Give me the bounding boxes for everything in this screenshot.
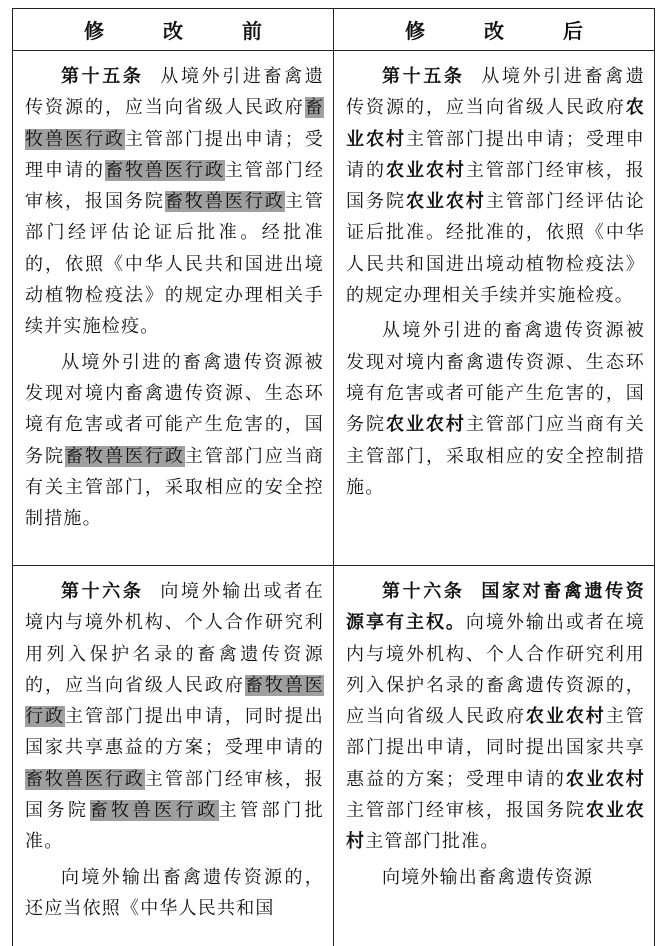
article-16-before-para-2 [25, 862, 324, 925]
body-text: 主管部门经审核，报国务院 [25, 159, 325, 213]
article-16-before-para-1 [25, 576, 324, 858]
body-text: 向境外输出或者在境内与境外机构、个人合作研究利用列入保护名录的畜禽遗传资源的，应当向省级人民政府 [346, 612, 645, 728]
revised-term: 农业农村 [346, 800, 645, 853]
body-text: 向境外输出或者在境内与境外机构、个人合作研究利用列入保护名录的畜禽遗传资源的，应当向省级人民政府 [25, 581, 324, 696]
article-number: 第十五条 [382, 66, 465, 87]
body-text: 主管部门提出申请；受理申请的 [25, 128, 325, 181]
article-16-row [13, 566, 655, 946]
body-text: 向境外输出畜禽遗传资源 [382, 866, 594, 888]
body-text: 主管部门经评估论证后批准。经批准的，依照《中华人民共和国进出境动植物检疫法》的规定办理相关手续并实施检疫。 [346, 191, 645, 307]
body-text: 主管部门批准。 [25, 800, 325, 853]
body-text: 主管部门应当商有关主管部门，采取相应的安全控制措施。 [25, 445, 325, 530]
highlighted-term: 畜牧兽医行政 [89, 800, 219, 822]
highlighted-term: 畜牧兽医行政 [64, 445, 185, 467]
sovereignty-sentence: 国家对畜禽遗传资源享有主权。 [346, 581, 645, 634]
article-number: 第十五条 [61, 66, 144, 87]
body-text: 主管部门经审核，报国务院 [25, 768, 324, 822]
article-16-before-cell [13, 566, 334, 946]
body-text: 主管部门经审核，报国务院 [346, 800, 586, 822]
article-15-after-cell [334, 51, 655, 566]
revised-term: 农业农村 [525, 706, 606, 728]
header-after: 修 改 后 [334, 9, 655, 51]
comparison-table [12, 8, 655, 946]
highlighted-term: 畜牧兽医行政 [104, 159, 225, 181]
highlighted-term: 畜牧兽医行政 [25, 97, 324, 150]
body-text: 主管部门应当商有关主管部门，采取相应的安全控制措施。 [346, 414, 645, 498]
body-text: 从境外引进畜禽遗传资源的，应当向省级人民政府 [25, 66, 324, 119]
revised-term: 农业农村 [385, 159, 466, 181]
article-15-before-para-1 [25, 61, 324, 343]
body-text: 主管部门提出申请，同时提出国家共享惠益的方案；受理申请的 [346, 706, 645, 790]
article-15-after-para-2 [346, 315, 645, 503]
revised-term: 农业农村 [565, 768, 645, 790]
article-16-after-cell [334, 566, 655, 946]
article-15-row [13, 51, 655, 566]
revised-term: 农业农村 [346, 97, 645, 150]
article-15-after-para-1 [346, 61, 645, 311]
body-text: 主管部门提出申请，同时提出国家共享惠益的方案；受理申请的 [25, 706, 324, 759]
header-row [13, 9, 655, 51]
highlighted-term: 畜牧兽医行政 [25, 768, 145, 790]
article-number: 第十六条 [382, 581, 465, 602]
body-text: 主管部门批准。 [365, 831, 500, 853]
revised-term: 农业农村 [385, 414, 466, 436]
article-16-after-para-2 [346, 862, 645, 893]
body-text: 从境外引进的畜禽遗传资源被发现对境内畜禽遗传资源、生态环境有危害或者可能产生危害的，国务院 [346, 320, 645, 436]
body-text: 主管部门经审核，报国务院 [346, 159, 645, 213]
highlighted-term: 畜牧兽医行政 [25, 674, 324, 728]
article-16-after-para-1 [346, 576, 645, 858]
header-before: 修 改 前 [13, 9, 334, 51]
body-text: 主管部门提出申请；受理申请的 [346, 128, 645, 181]
highlighted-term: 畜牧兽医行政 [164, 191, 285, 213]
article-15-before-para-2 [25, 347, 324, 535]
article-15-before-cell [13, 51, 334, 566]
body-text: 从境外引进的畜禽遗传资源被发现对境内畜禽遗传资源、生态环境有危害或者可能产生危害的，国务院 [25, 351, 324, 467]
body-text: 向境外输出畜禽遗传资源的，还应当依照《中华人民共和国 [25, 866, 324, 919]
body-text: 从境外引进畜禽遗传资源的，应当向省级人民政府 [346, 66, 645, 119]
article-number: 第十六条 [61, 581, 144, 602]
body-text: 主管部门经评估论证后批准。经批准的，依照《中华人民共和国进出境动植物检疫法》的规定办理相关手续并实施检疫。 [25, 191, 325, 338]
revised-term: 农业农村 [405, 191, 486, 213]
